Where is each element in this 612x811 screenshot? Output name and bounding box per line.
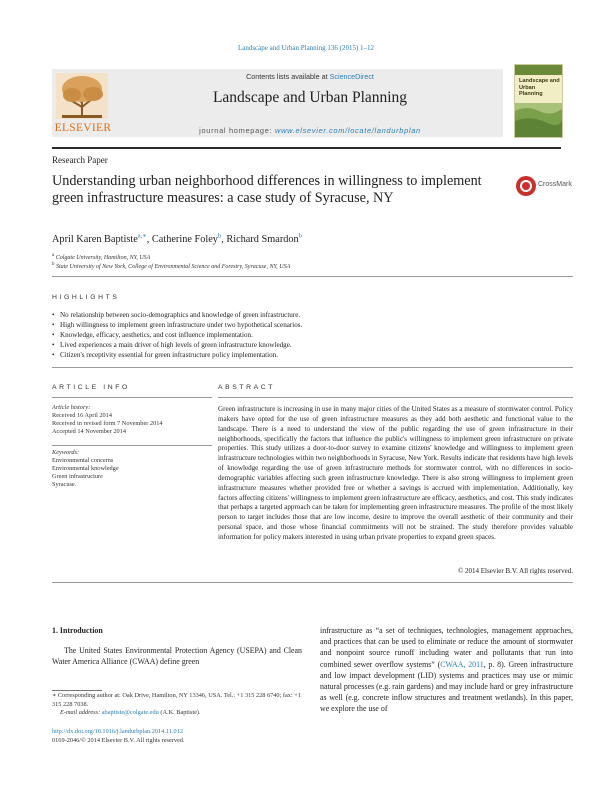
keywords: [52, 449, 212, 489]
crossmark-label: CrossMark: [538, 181, 572, 188]
keyword: Environmental concerns: [52, 457, 114, 464]
author-1[interactable]: April Karen Baptiste$^{a,∗}$,: [52, 233, 152, 246]
author-list: [52, 232, 302, 245]
divider: [52, 367, 573, 368]
corresponding-author-footnote: [52, 692, 302, 718]
history-received: Received 16 April 2014: [52, 412, 112, 419]
affiliation-b: $^b$ State University of New York, College of Environmental Science and Forestry, Syracuse, NY, USA: [52, 262, 291, 270]
homepage-prefix: journal homepage:: [199, 126, 276, 135]
corresponding-author: ∗ Corresponding author at: Oak Drive, Hamilton, NY 13346, USA. Tel.: +1 315 228 6740; fax: +1 315 228 7038.: [52, 692, 301, 708]
author-1-marks[interactable]: a,∗: [137, 233, 147, 240]
journal-reference-link[interactable]: Landscape and Urban Planning 136 (2015) 1–12: [237, 44, 375, 52]
highlight-item: • Lived experiences a main driver of high levels of green infrastructure knowledge.: [52, 341, 572, 351]
author-3[interactable]: Richard Smardon$^b$: [226, 233, 302, 246]
divider: [52, 276, 573, 277]
abstract-copyright: © 2014 Elsevier B.V. All rights reserved.: [457, 567, 573, 575]
highlight-item: • No relationship between socio-demographics and knowledge of green infrastructure.: [52, 311, 572, 321]
journal-title: Landscape and Urban Planning: [212, 89, 408, 106]
keyword: Environmental knowledge: [52, 465, 119, 472]
email-link[interactable]: abaptiste@colgate.edu: [101, 709, 159, 716]
article-type: Research Paper: [52, 155, 108, 165]
article-history: [52, 404, 212, 436]
contents-line: [180, 72, 440, 81]
cover-title: Landscape and Urban Planning: [519, 78, 560, 97]
journal-homepage: [140, 126, 480, 135]
highlights-heading: HIGHLIGHTS: [52, 294, 120, 301]
author-2-marks[interactable]: b: [217, 233, 222, 240]
keyword: Green infrastructure: [52, 473, 103, 480]
sciencedirect-link[interactable]: ScienceDirect: [329, 72, 374, 81]
contents-prefix: Contents lists available at: [246, 72, 330, 81]
intro-paragraph-right: infrastructure as “a set of techniques, technologies, management approaches, and practices that can be used to eliminate or reduce the amount of stormwater and nonpoint source runoff including water and pollutants that run into combined sewer overflow systems” (CWAA, 2011, p. 8). Green infrastructure and low impact development (LID) systems and practices may use or mimic natural processes (e.g. rain gardens) and may include hard or grey infrastructure as well (e.g. concrete inflow structures and treatment wetlands). In this paper, we explore the use of: [320, 626, 573, 714]
cover-landscape-image: [515, 65, 562, 137]
article-info-rule: [52, 397, 212, 398]
author-3-marks[interactable]: b: [298, 233, 302, 240]
history-revised: Received in revised form 7 November 2014: [52, 420, 163, 427]
abstract-rule: [218, 397, 573, 398]
author-2[interactable]: Catherine Foley$^b$,: [151, 233, 227, 246]
affiliation-a: $^a$ Colgate University, Hamilton, NY, USA: [52, 253, 151, 261]
abstract-text: Green infrastructure is increasing in use in many major cities of the United States as a measure of stormwater control. Policy makers have opted for the use of green infrastructure measures as they add both aesthetic and functional value to the landscape. There is a need to understand the view of the public regarding the use of green infrastructure in their neighborhoods, specifically the factors that influence the public's willingness to implement green infrastructure on private properties. This study utilizes a door-to-door survey to examine citizens' knowledge and willingness to implement green infrastructure technologies within two neighborhoods in Syracuse, New York. Results indicate that residents have high levels of knowledge regarding the use of green infrastructure methods for stormwater control, with no differences in socio-demographic variables affecting such green infrastructure knowledge. There is also strong willingness to implement green infrastructure measures whether provided free or whether a savings is accrued with implementation. Additionally, key factors affecting citizens' willingness to implement green infrastructure are efficacy, aesthetics, and cost. This study indicates that perhaps a targeted approach can be taken for implementing green infrastructure measures. The profile of the most likely person to target includes those that are low income, desire to improve the overall aesthetic of their community and their personal space, and those whose financial commitments will not be strained. The study therefore provides valuable information for policy makers interested in using urban private properties to expand green spaces.: [218, 405, 574, 541]
abstract-heading: ABSTRACT: [218, 384, 276, 391]
highlight-item: • Citizen's receptivity essential for green infrastructure policy implementation.: [52, 351, 572, 361]
article-info-heading: ARTICLE INFO: [52, 384, 130, 391]
highlights-list: [52, 311, 572, 361]
highlight-item: • High willingness to implement green infrastructure under two hypothetical scenarios.: [52, 321, 572, 331]
journal-cover-thumbnail: [514, 64, 563, 138]
header-rule: [52, 147, 561, 149]
article-info-rule: [52, 445, 212, 446]
footnote-rule: [52, 690, 102, 691]
issn-line: 0169-2046/© 2014 Elsevier B.V. All rights reserved.: [52, 737, 185, 744]
divider: [52, 582, 573, 583]
history-label: Article history:: [52, 404, 91, 411]
article-title: Understanding urban neighborhood differences in willingness to implement green infrastructure measures: a case study of Syracuse, NY: [52, 173, 482, 206]
history-accepted: Accepted 14 November 2014: [52, 428, 126, 435]
email-line: E-mail address: abaptiste@colgate.edu (A.K. Baptiste).: [60, 709, 201, 716]
keyword: Syracuse.: [52, 481, 77, 488]
elsevier-wordmark: ELSEVIER: [54, 122, 112, 134]
doi-block: [52, 727, 185, 745]
highlight-item: • Knowledge, efficacy, aesthetics, and cost influence implementation.: [52, 331, 572, 341]
intro-paragraph-left: The United States Environmental Protection Agency (USEPA) and Clean Water America Alliance (CWAA) define green: [52, 646, 302, 667]
keywords-label: Keywords:: [52, 449, 80, 456]
citation-link[interactable]: CWAA, 2011: [440, 659, 484, 669]
introduction-heading: 1. Introduction: [52, 626, 103, 635]
homepage-link[interactable]: www.elsevier.com/locate/landurbplan: [275, 126, 421, 135]
doi-link[interactable]: http://dx.doi.org/10.1016/j.landurbplan.2014.11.012: [52, 728, 184, 735]
